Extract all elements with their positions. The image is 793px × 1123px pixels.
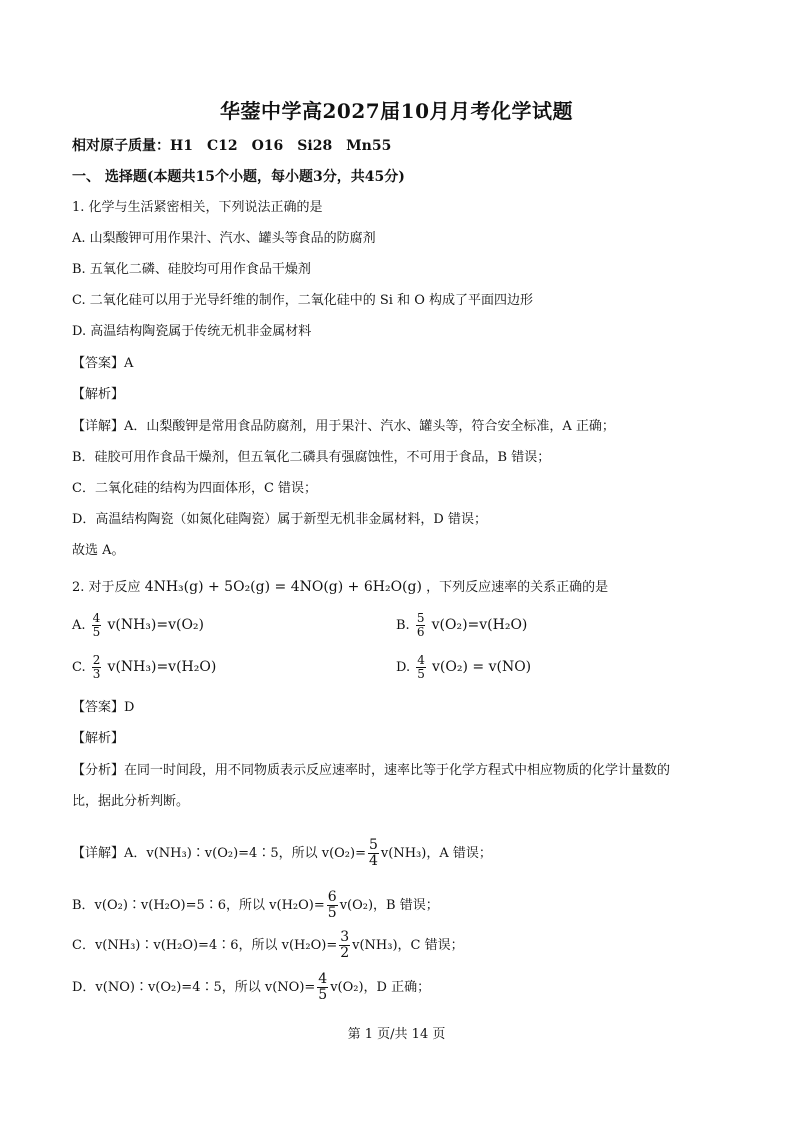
detail-text: B．v(O₂)∶v(H₂O)=5∶6，所以 v(H₂O)= — [72, 898, 325, 913]
q2-detail-a — [72, 838, 745, 869]
detail-text: v(O₂)，D 正确； — [330, 980, 431, 995]
page-title: 华蓥中学高2027届10月月考化学试题 — [220, 99, 573, 123]
fraction: $\frac{4}{5}$ — [92, 611, 101, 639]
fraction: $\frac{5}{6}$ — [416, 611, 425, 639]
fraction: $\frac{6}{5}$ — [327, 889, 337, 921]
q2-option-a — [72, 612, 204, 639]
detail-text: 【详解】A．v(NH₃)∶v(O₂)=4∶5，所以 v(O₂)= — [72, 846, 366, 861]
q1-detail-4: D．高温结构陶瓷（如氮化硅陶瓷）属于新型无机非金属材料，D 错误； — [72, 512, 487, 527]
q1-detail-3: C．二氧化硅的结构为四面体形，C 错误； — [72, 481, 318, 496]
q2-detail-d — [72, 972, 745, 1003]
fraction: $\frac{4}{5}$ — [318, 971, 328, 1003]
detail-text: C．v(NH₃)∶v(H₂O)=4∶6，所以 v(H₂O)= — [72, 938, 338, 953]
q2-stem-suffix: ，下列反应速率的关系正确的是 — [426, 580, 609, 595]
q2-equation: 4NH₃(g) + 5O₂(g) = 4NO(g) + 6H₂O(g) — [144, 579, 422, 595]
q2-detail-b — [72, 890, 745, 921]
atomic-mass-line: 相对原子质量：H1 C12 O16 Si28 Mn55 — [72, 138, 392, 154]
detail-text: D．v(NO)∶v(O₂)=4∶5，所以 v(NO)= — [72, 980, 316, 995]
fraction: $\frac{4}{5}$ — [417, 653, 425, 681]
rate-expression: v(NH₃)=v(H₂O) — [107, 659, 217, 675]
q1-answer: 【答案】A — [72, 356, 134, 371]
option-label: A. — [72, 618, 86, 633]
q1-option-c: C. 二氧化硅可以用于光导纤维的制作，二氧化硅中的 Si 和 O 构成了平面四边形 — [72, 293, 533, 308]
q1-detail-1: 【详解】A．山梨酸钾是常用食品防腐剂，用于果汁、汽水、罐头等，符合安全标准，A 正确； — [72, 419, 615, 434]
q2-fenxi-line1: 【分析】在同一时间段，用不同物质表示反应速率时，速率比等于化学方程式中相应物质的化学计量数的 — [72, 763, 671, 778]
page-footer: 第 1 页/共 14 页 — [347, 1027, 446, 1042]
detail-text: v(NH₃)，C 错误； — [352, 938, 464, 953]
fraction: $\frac{3}{2}$ — [340, 929, 350, 961]
q1-stem: 1. 化学与生活紧密相关，下列说法正确的是 — [72, 200, 323, 215]
q1-option-d: D. 高温结构陶瓷属于传统无机非金属材料 — [72, 324, 312, 339]
q2-option-b — [396, 612, 527, 639]
rate-expression: v(O₂)=v(H₂O) — [431, 617, 528, 633]
q2-stem — [72, 578, 745, 597]
q2-fenxi-line2: 比，据此分析判断。 — [72, 794, 190, 809]
q2-option-d — [396, 654, 531, 681]
q1-option-b: B. 五氧化二磷、硅胶均可用作食品干燥剂 — [72, 262, 311, 277]
q2-analysis-label: 【解析】 — [72, 731, 125, 746]
rate-expression: v(NH₃)=v(O₂) — [107, 617, 205, 633]
q1-detail-2: B．硅胶可用作食品干燥剂，但五氧化二磷具有强腐蚀性，不可用于食品，B 错误； — [72, 450, 551, 465]
q2-answer: 【答案】D — [72, 700, 135, 715]
option-label: C. — [72, 660, 86, 675]
q1-conclusion: 故选 A。 — [72, 543, 125, 558]
fraction: $\frac{5}{4}$ — [368, 837, 378, 869]
q1-analysis-label: 【解析】 — [72, 387, 125, 402]
detail-text: v(NH₃)，A 错误； — [380, 846, 492, 861]
q1-option-a: A. 山梨酸钾可用作果汁、汽水、罐头等食品的防腐剂 — [72, 231, 376, 246]
detail-text: v(O₂)，B 错误； — [339, 898, 439, 913]
option-label: B. — [396, 618, 410, 633]
q2-stem-prefix: 2. 对于反应 — [72, 580, 141, 595]
rate-expression: v(O₂) = v(NO) — [432, 659, 532, 675]
fraction: $\frac{2}{3}$ — [92, 653, 101, 681]
section-heading: 一、 选择题(本题共15个小题，每小题3分，共45分) — [72, 169, 405, 185]
q2-detail-c — [72, 930, 745, 961]
q2-option-c — [72, 654, 216, 681]
option-label: D. — [396, 660, 411, 675]
